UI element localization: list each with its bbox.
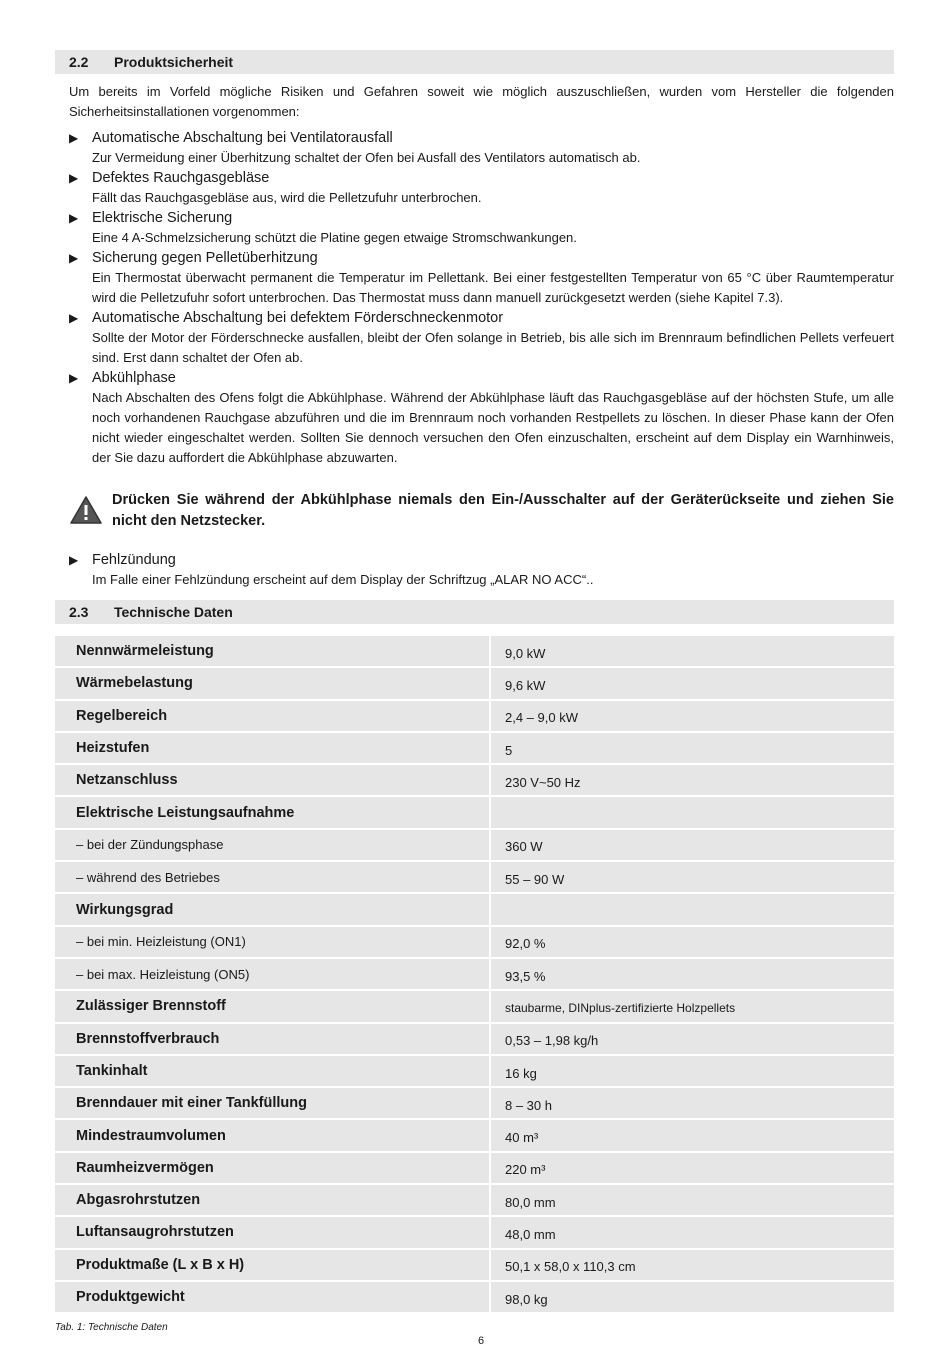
table-row [55, 1185, 894, 1215]
row-label: Brenndauer mit einer Tankfüllung [55, 1088, 489, 1118]
item-title: Sicherung gegen Pelletüberhitzung [92, 250, 318, 266]
warning-notice [69, 490, 894, 532]
row-value [491, 894, 894, 924]
item-title: Elektrische Sicherung [92, 210, 233, 226]
table-caption: Tab. 1: Technische Daten [55, 1322, 168, 1334]
row-value: 80,0 mm [491, 1185, 894, 1215]
row-label: Produktgewicht [55, 1282, 489, 1312]
table-row [55, 1282, 894, 1312]
table-row [55, 668, 894, 698]
row-value: 9,0 kW [491, 636, 894, 666]
item-text: Eine 4 A-Schmelzsicherung schützt die Platine gegen etwaige Stromschwankungen. [92, 230, 577, 245]
table-row [55, 894, 894, 924]
row-label: Raumheizvermögen [55, 1153, 489, 1183]
table-row [55, 1153, 894, 1183]
page-number: 6 [477, 1335, 485, 1347]
table-row [55, 1120, 894, 1150]
bullet-arrow-icon: ▶ [69, 251, 79, 265]
row-value: 0,53 – 1,98 kg/h [491, 1024, 894, 1054]
table-row [55, 959, 894, 989]
row-label: Elektrische Leistungsaufnahme [55, 797, 489, 827]
row-label: Abgasrohrstutzen [55, 1185, 489, 1215]
row-label: Luftansaugrohrstutzen [55, 1217, 489, 1247]
safety-feature-list [69, 128, 894, 468]
row-label: Nennwärmeleistung [55, 636, 489, 666]
table-row [55, 1088, 894, 1118]
row-value: 220 m³ [491, 1153, 894, 1183]
item-title: Abkühlphase [92, 370, 176, 386]
warning-text: Drücken Sie während der Abkühlphase niemals den Ein-/Ausschalter auf der Geräterückseite und ziehen Sie nicht den Netzstecker. [112, 492, 894, 529]
warning-triangle-icon [69, 495, 112, 530]
row-label: Wirkungsgrad [55, 894, 489, 924]
row-label: – bei der Zündungsphase [55, 830, 489, 860]
table-row [55, 733, 894, 763]
table-row [55, 1056, 894, 1086]
row-label: Netzanschluss [55, 765, 489, 795]
item-title: Fehlzündung [92, 552, 176, 568]
bullet-arrow-icon: ▶ [69, 211, 79, 225]
list-item [69, 248, 894, 308]
table-row [55, 797, 894, 827]
bullet-arrow-icon: ▶ [69, 311, 79, 325]
row-value: 16 kg [491, 1056, 894, 1086]
row-value: 55 – 90 W [491, 862, 894, 892]
row-label: Produktmaße (L x B x H) [55, 1250, 489, 1280]
list-item [69, 308, 894, 368]
item-text: Nach Abschalten des Ofens folgt die Abkühlphase. Während der Abkühlphase läuft das Rauchgasgebläse auf der höchsten Stufe, um alle noch vorhandenen Rauchgase abzuführen und die im Brennraum noch vorhanden Restpellets zu löschen. In dieser Phase kann der Ofen nicht wieder eingeschaltet werden. Sollten Sie dennoch versuchen den Ofen einzuschalten, erscheint auf dem Display ein Warnhinweis, der Sie dazu auffordert die Abkühlphase abzuwarten. [92, 390, 894, 465]
table-row [55, 1024, 894, 1054]
row-value: 92,0 % [491, 927, 894, 957]
row-value: 8 – 30 h [491, 1088, 894, 1118]
item-text: Fällt das Rauchgasgebläse aus, wird die Pelletzufuhr unterbrochen. [92, 190, 482, 205]
row-value: 40 m³ [491, 1120, 894, 1150]
row-value: 360 W [491, 830, 894, 860]
intro-paragraph: Um bereits im Vorfeld mögliche Risiken und Gefahren soweit wie möglich auszuschließen, wurden vom Hersteller die folgenden Sicherheitsinstallationen vorgenommen: [69, 84, 894, 119]
row-value: 9,6 kW [491, 668, 894, 698]
bullet-arrow-icon: ▶ [69, 131, 79, 145]
list-item [69, 168, 894, 208]
table-row [55, 1250, 894, 1280]
table-row [55, 991, 894, 1021]
item-title: Defektes Rauchgasgebläse [92, 170, 270, 186]
row-label: Wärmebelastung [55, 668, 489, 698]
list-item [69, 550, 894, 590]
list-item [69, 208, 894, 248]
row-value: 230 V~50 Hz [491, 765, 894, 795]
row-label: Mindestraumvolumen [55, 1120, 489, 1150]
table-row [55, 927, 894, 957]
bullet-arrow-icon: ▶ [69, 553, 79, 567]
row-value: staubarme, DINplus-zertifizierte Holzpellets [491, 991, 894, 1021]
row-label: Brennstoffverbrauch [55, 1024, 489, 1054]
row-label: – bei min. Heizleistung (ON1) [55, 927, 489, 957]
document-page [55, 50, 894, 1333]
row-value: 5 [491, 733, 894, 763]
table-row [55, 701, 894, 731]
item-text: Im Falle einer Fehlzündung erscheint auf dem Display der Schriftzug „ALAR NO ACC“.. [92, 572, 594, 587]
row-label: – während des Betriebes [55, 862, 489, 892]
table-row [55, 1217, 894, 1247]
section-number: 2.3 [69, 604, 89, 620]
row-label: Tankinhalt [55, 1056, 489, 1086]
bullet-arrow-icon: ▶ [69, 371, 79, 385]
row-value: 93,5 % [491, 959, 894, 989]
item-text: Sollte der Motor der Förderschnecke ausfallen, bleibt der Ofen solange in Betrieb, bis alle sich im Brennraum befindlichen Pellets verfeuert sind. Erst dann schaltet der Ofen ab. [92, 330, 894, 365]
list-item [69, 368, 894, 468]
section-title: Produktsicherheit [114, 54, 234, 70]
row-value: 50,1 x 58,0 x 110,3 cm [491, 1250, 894, 1280]
table-row [55, 862, 894, 892]
item-title: Automatische Abschaltung bei Ventilatorausfall [92, 130, 393, 146]
bullet-arrow-icon: ▶ [69, 171, 79, 185]
row-value: 98,0 kg [491, 1282, 894, 1312]
section-number: 2.2 [69, 54, 89, 70]
row-value: 2,4 – 9,0 kW [491, 701, 894, 731]
item-title: Automatische Abschaltung bei defektem Förderschneckenmotor [92, 310, 504, 326]
row-label: – bei max. Heizleistung (ON5) [55, 959, 489, 989]
section-title: Technische Daten [114, 604, 233, 620]
table-row [55, 636, 894, 666]
row-label: Regelbereich [55, 701, 489, 731]
row-label: Zulässiger Brennstoff [55, 991, 489, 1021]
row-label: Heizstufen [55, 733, 489, 763]
item-text: Zur Vermeidung einer Überhitzung schaltet der Ofen bei Ausfall des Ventilators automatisch ab. [92, 150, 641, 165]
list-item [69, 128, 894, 168]
section-heading-2-2 [55, 50, 894, 74]
row-value [491, 797, 894, 827]
table-row [55, 765, 894, 795]
item-text: Ein Thermostat überwacht permanent die Temperatur im Pellettank. Bei einer festgestellten Temperatur von 65 °C über Raumtemperatur wird die Pelletzufuhr sofort unterbrochen. Das Thermostat muss dann manuell zurückgesetzt werden (siehe Kapitel 7.3). [92, 270, 894, 305]
table-row [55, 830, 894, 860]
section-heading-2-3 [55, 600, 894, 624]
row-value: 48,0 mm [491, 1217, 894, 1247]
technical-data-table [55, 634, 894, 1314]
